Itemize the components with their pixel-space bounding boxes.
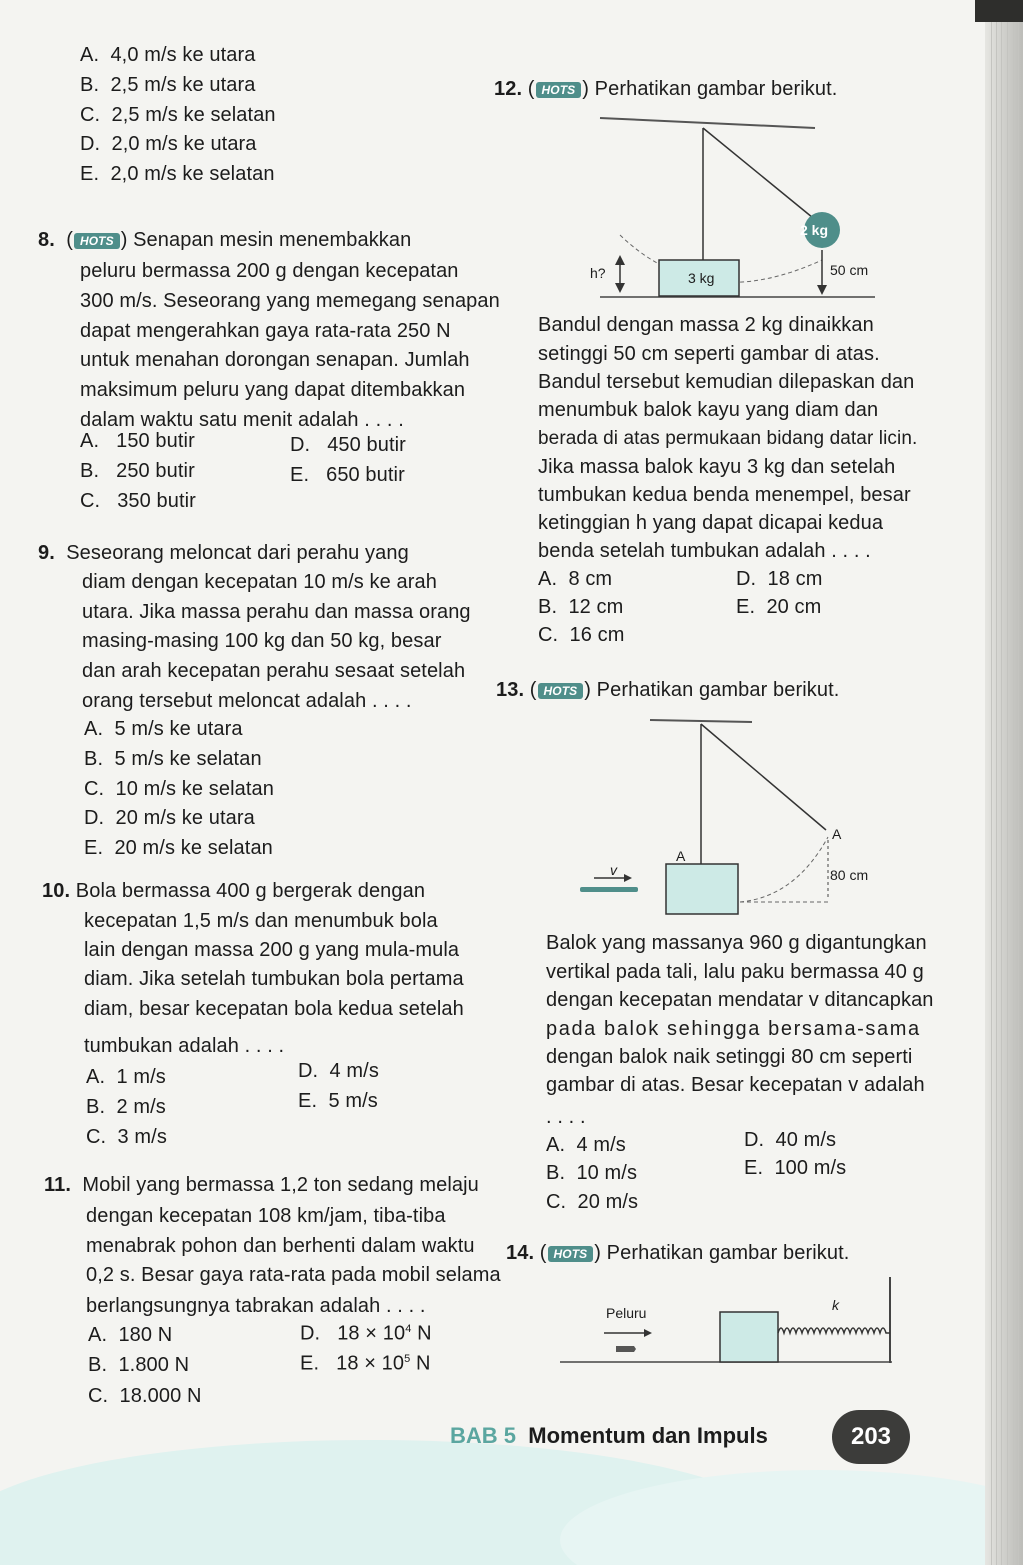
q13-option-d: D. 40 m/s [744,1129,837,1151]
q8-line-2: peluru bermassa 200 g dengan kecepatan [80,260,459,282]
q14-spring-figure [560,1275,900,1375]
q8-option-e: E. 650 butir [290,464,405,486]
q10-line-2: kecepatan 1,5 m/s dan menumbuk bola [84,910,438,932]
hots-badge: HOTS [536,82,582,98]
q13-option-a: A. 4 m/s [546,1134,626,1156]
q12-height-label: h? [590,265,606,281]
q8-line-3: 300 m/s. Seseorang yang memegang senapan [80,290,500,312]
q12-line-6: Jika massa balok kayu 3 kg dan setelah [538,456,896,478]
q11-option-a: A. 180 N [88,1324,173,1346]
q10-option-d: D. 4 m/s [298,1060,379,1082]
q7-option-b: B. 2,5 m/s ke utara [80,74,256,96]
q10-option-a: A. 1 m/s [86,1066,166,1088]
hots-badge: HOTS [548,1246,594,1262]
q14-bullet-label: Peluru [606,1305,647,1321]
q11-line-3: menabrak pohon dan berhenti dalam waktu [86,1235,475,1257]
q9-option-e: E. 20 m/s ke selatan [84,837,273,859]
q10-line-6: tumbukan adalah . . . . [84,1035,285,1057]
q14-spring-svg [560,1275,900,1375]
q12-option-c: C. 16 cm [538,624,625,646]
q13-height-label: 80 cm [830,867,869,883]
page-number-badge: 203 [832,1410,910,1464]
q12-bob-mass-label: 2 kg [800,222,829,238]
q12-option-d: D. 18 cm [736,568,823,590]
q9-line-6: orang tersebut meloncat adalah . . . . [82,690,412,712]
q13-ballistic-svg [580,712,880,922]
q11-line-1: 11. Mobil yang bermassa 1,2 ton sedang melaju [44,1174,479,1196]
background-shadow [975,0,1023,22]
q13-label-a-raised: A [832,826,842,842]
q10-option-b: B. 2 m/s [86,1096,166,1118]
q13-line-7: . . . . [546,1106,586,1128]
q10-line-4: diam. Jika setelah tumbukan bola pertama [84,968,464,990]
q13-option-e: E. 100 m/s [744,1157,847,1179]
q7-option-d: D. 2,0 m/s ke utara [80,133,257,155]
q10-option-c: C. 3 m/s [86,1126,167,1148]
q13-line-3: dengan kecepatan mendatar v ditancapkan [546,989,934,1011]
q10-option-e: E. 5 m/s [298,1090,378,1112]
q8-line-5: untuk menahan dorongan senapan. Jumlah [80,349,470,371]
q11-line-2: dengan kecepatan 108 km/jam, tiba-tiba [86,1205,446,1227]
q9-option-d: D. 20 m/s ke utara [84,807,255,829]
hots-badge: HOTS [538,683,584,699]
q14-spring-label: k [832,1297,839,1313]
q8-line-7: dalam waktu satu menit adalah . . . . [80,409,404,431]
q12-option-b: B. 12 cm [538,596,624,618]
q7-option-e: E. 2,0 m/s ke selatan [80,163,275,185]
q8-line-4: dapat mengerahkan gaya rata-rata 250 N [80,320,451,342]
q12-pendulum-svg [560,110,890,310]
q8-option-c: C. 350 butir [80,490,196,512]
q10-line-5: diam, besar kecepatan bola kedua setelah [84,998,464,1020]
q11-option-b: B. 1.800 N [88,1354,190,1376]
q12-line-1: Bandul dengan massa 2 kg dinaikkan [538,314,874,336]
q10-line-1: 10. Bola bermassa 400 g bergerak dengan [42,880,426,902]
q9-option-c: C. 10 m/s ke selatan [84,778,274,800]
q9-line-5: dan arah kecepatan perahu sesaat setelah [82,660,466,682]
q8-option-a: A. 150 butir [80,430,195,452]
q9-line-3: utara. Jika massa perahu dan massa orang [82,601,471,623]
q11-option-e: E. $18 \times 10^5$ N [300,1352,431,1375]
q9-option-a: A. 5 m/s ke utara [84,718,243,740]
q13-line-4: pada balok sehingga bersama-sama [546,1018,921,1040]
q9-option-b: B. 5 m/s ke selatan [84,748,262,770]
q12-option-e: E. 20 cm [736,596,822,618]
q12-intro: 12. ( HOTS ) Perhatikan gambar berikut. [494,78,838,100]
q12-option-a: A. 8 cm [538,568,613,590]
q7-option-c: C. 2,5 m/s ke selatan [80,104,276,126]
q13-line-2: vertikal pada tali, lalu paku bermassa 40 g [546,961,924,983]
q13-velocity-label: v [610,862,617,878]
q12-pendulum-figure [560,110,890,310]
q9-line-4: masing-masing 100 kg dan 50 kg, besar [82,630,442,652]
q12-drop-label: 50 cm [830,262,869,278]
q11-line-5: berlangsungnya tabrakan adalah . . . . [86,1295,426,1317]
chapter-number: BAB 5 [450,1423,517,1448]
q14-intro: 14. ( HOTS ) Perhatikan gambar berikut. [506,1242,850,1264]
q11-option-d: D. $18 \times 10^4$ N [300,1322,432,1345]
q11-option-c: C. 18.000 N [88,1385,202,1407]
q13-line-5: dengan balok naik setinggi 80 cm seperti [546,1046,913,1068]
q11-line-4: 0,2 s. Besar gaya rata-rata pada mobil selama [86,1264,501,1286]
q12-line-3: Bandul tersebut kemudian dilepaskan dan [538,371,915,393]
q10-line-3: lain dengan massa 200 g yang mula-mula [84,939,460,961]
q12-block-mass-label: 3 kg [688,270,715,286]
hots-badge: HOTS [74,233,120,249]
q12-line-8: ketinggian h yang dapat dicapai kedua [538,512,884,534]
q12-line-7: tumbukan kedua benda menempel, besar [538,484,911,506]
q13-option-c: C. 20 m/s [546,1191,639,1213]
chapter-title: Momentum dan Impuls [528,1423,768,1448]
q9-line-2: diam dengan kecepatan 10 m/s ke arah [82,571,437,593]
q12-line-9: benda setelah tumbukan adalah . . . . [538,540,871,562]
q8-line-1: 8. ( HOTS ) Senapan mesin menembakkan [38,229,412,251]
q8-line-6: maksimum peluru yang dapat ditembakkan [80,379,466,401]
q12-line-4: menumbuk balok kayu yang diam dan [538,399,879,421]
q13-label-a-block: A [676,848,686,864]
q8-option-b: B. 250 butir [80,460,195,482]
q13-line-6: gambar di atas. Besar kecepatan v adalah [546,1074,925,1096]
q12-line-2: setinggi 50 cm seperti gambar di atas. [538,343,880,365]
chapter-footer [450,1423,768,1449]
q9-line-1: 9. Seseorang meloncat dari perahu yang [38,542,409,564]
q13-option-b: B. 10 m/s [546,1162,638,1184]
q8-option-d: D. 450 butir [290,434,406,456]
q13-intro: 13. ( HOTS ) Perhatikan gambar berikut. [496,679,840,701]
q7-option-a: A. 4,0 m/s ke utara [80,44,256,66]
q13-ballistic-figure [580,712,880,922]
q13-line-1: Balok yang massanya 960 g digantungkan [546,932,927,954]
book-page-edge [985,0,1023,1565]
q12-line-5: berada di atas permukaan bidang datar licin. [538,428,918,449]
